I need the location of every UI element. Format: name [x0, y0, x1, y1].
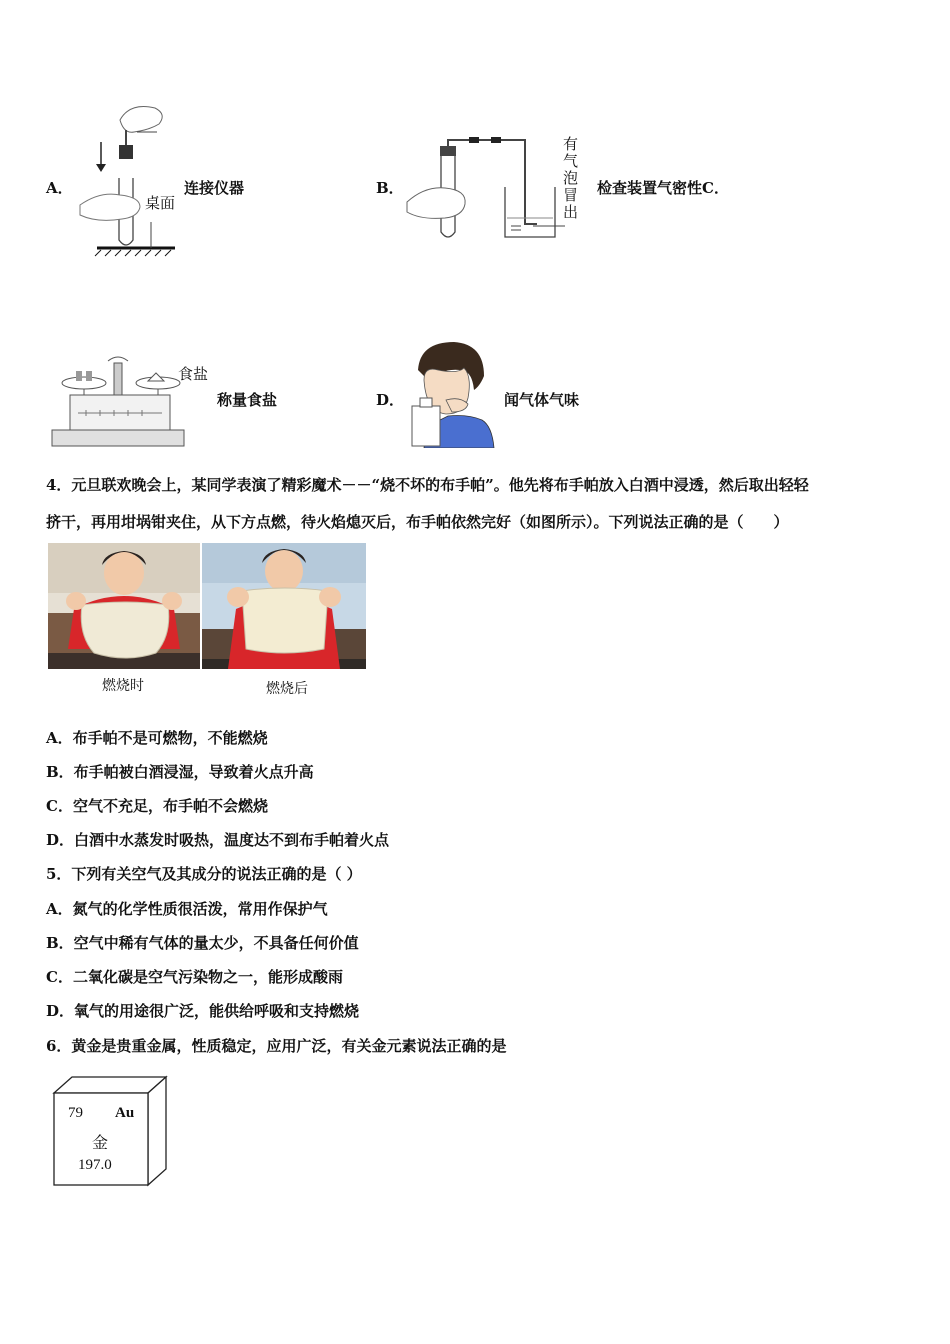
q5-option-b: B．空气中稀有气体的量太少，不具备任何价值	[46, 934, 359, 952]
rubber-stopper	[119, 145, 133, 159]
q4-option-d: D．白酒中水蒸发时吸热，温度达不到布手帕着火点	[46, 831, 390, 849]
q5-option-c: C．二氧化碳是空气污染物之一，能形成酸雨	[46, 968, 343, 986]
q6-stem: 6．黄金是贵重金属，性质稳定，应用广泛，有关金元素说法正确的是	[46, 1037, 507, 1055]
element-symbol: Au	[115, 1105, 135, 1121]
left-pan	[62, 377, 106, 389]
element-name: 金	[92, 1135, 109, 1152]
balance-illustration	[50, 355, 190, 450]
q4-option-c: C．空气不充足，布手帕不会燃烧	[46, 797, 268, 815]
smell-gas-illustration	[406, 340, 496, 448]
option-a-letter: A．	[46, 179, 73, 197]
table-label: 桌面	[145, 194, 176, 212]
photo-after-burning	[202, 543, 366, 669]
option-b-letter: B．	[376, 179, 404, 197]
connect-instruments-illustration	[75, 100, 185, 258]
handkerchief-photos	[48, 543, 366, 669]
airtightness-check-illustration	[405, 132, 565, 247]
option-b-caption: 检查装置气密性C．	[597, 179, 729, 197]
atomic-mass: 197.0	[78, 1157, 112, 1173]
option-c-caption: 称量食盐	[217, 391, 278, 409]
q4-stem-line-2: 挤干，再用坩埚钳夹住，从下方点燃，待火焰熄灭后，布手帕依然完好（如图所示）。下列说法正确的是（ ）	[46, 513, 789, 531]
bubbles-label: 有气泡冒出	[561, 136, 579, 221]
option-d-caption: 闻气体气味	[504, 391, 580, 409]
gas-bottle	[412, 406, 440, 446]
q5-option-a: A．氮气的化学性质很活泼，常用作保护气	[46, 900, 328, 918]
stopper	[440, 146, 456, 156]
salt-label: 食盐	[178, 365, 209, 383]
balance-base	[52, 430, 184, 446]
q5-option-d: D．氧气的用途很广泛，能供给呼吸和支持燃烧	[46, 1002, 360, 1020]
photo-burning	[48, 543, 200, 669]
atomic-number: 79	[68, 1105, 83, 1121]
q4-option-a: A．布手帕不是可燃物，不能燃烧	[46, 729, 268, 747]
q5-stem: 5．下列有关空气及其成分的说法正确的是（ ）	[46, 865, 362, 883]
option-a-caption: 连接仪器	[184, 179, 245, 197]
q4-stem-line-1: 4．元旦联欢晚会上，某同学表演了精彩魔术－－“烧不坏的布手帕”。他先将布手帕放入白酒中浸透，然后取出轻轻	[46, 476, 809, 494]
option-d-letter: D．	[376, 391, 405, 409]
q4-option-b: B．布手帕被白酒浸湿，导致着火点升高	[46, 763, 314, 781]
photo-caption-burning: 燃烧时	[102, 678, 144, 694]
photo-caption-after: 燃烧后	[266, 681, 308, 697]
